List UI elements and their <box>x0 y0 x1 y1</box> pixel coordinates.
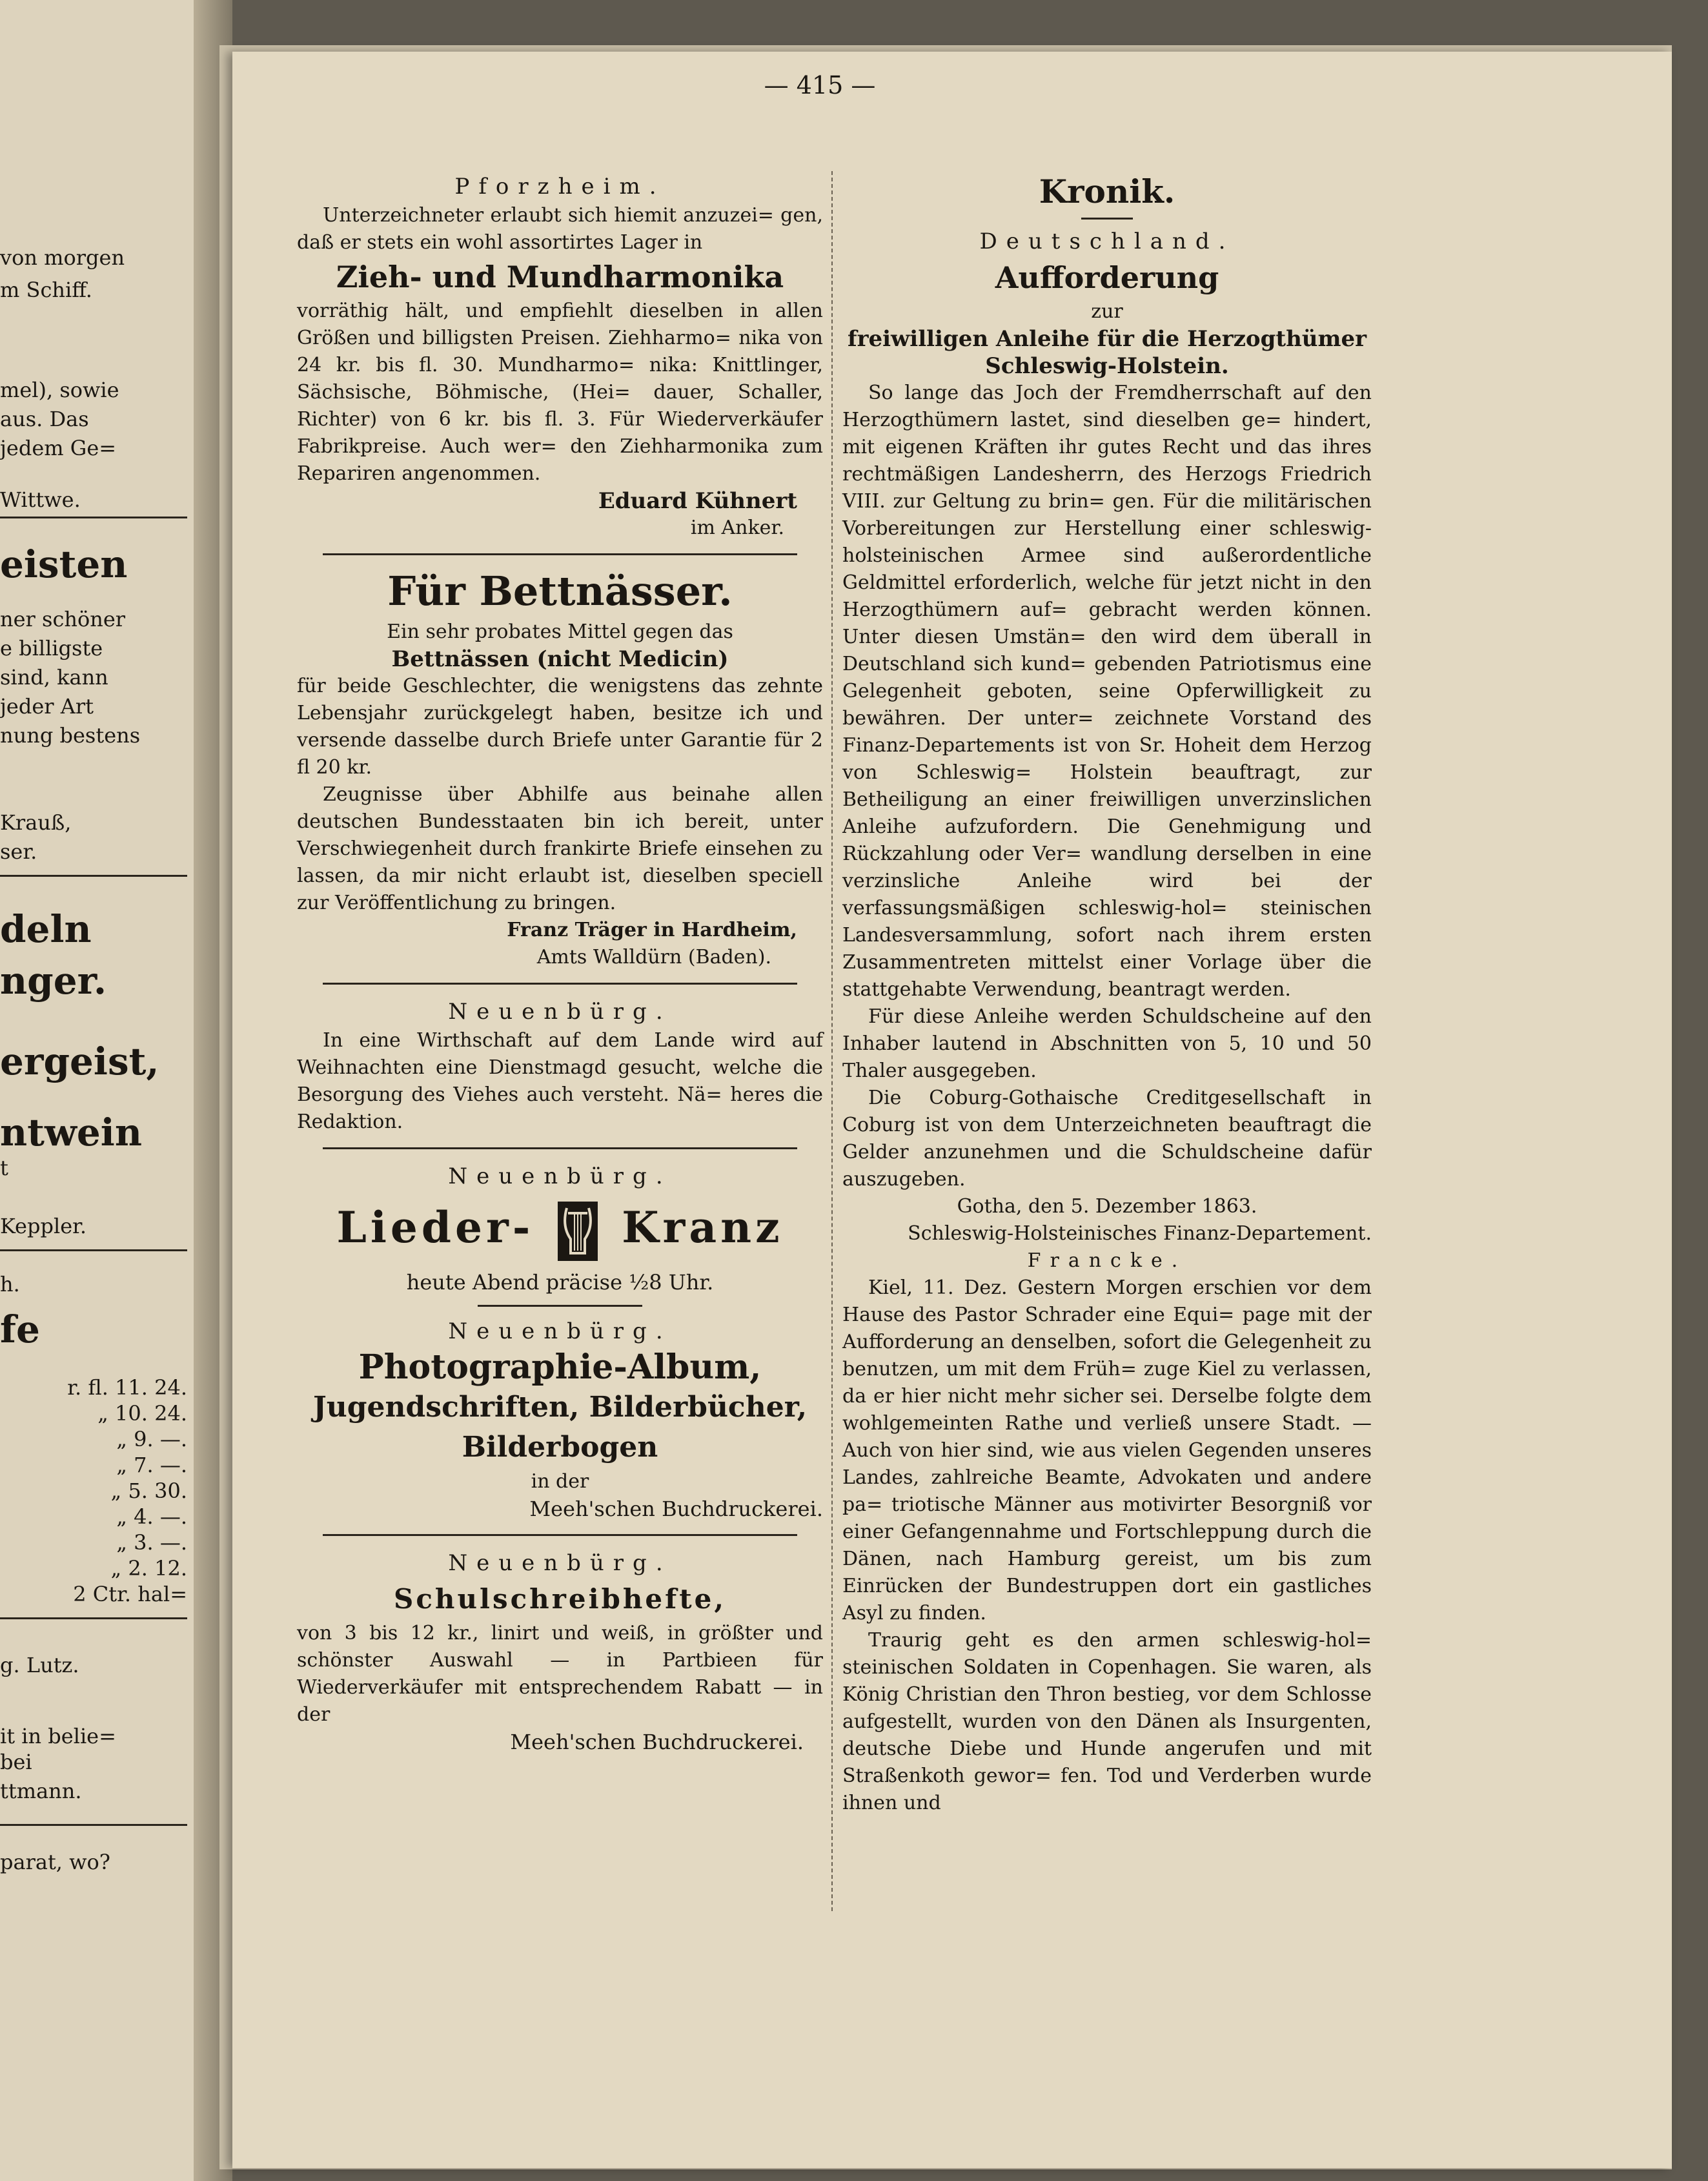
left-page-line: „ 4. —. <box>116 1504 187 1529</box>
ad-headline: Für Bettnässer. <box>387 568 733 615</box>
separator <box>323 553 797 555</box>
title-rule <box>1081 218 1133 220</box>
country-heading: Deutschland. <box>979 229 1235 254</box>
right-column <box>842 171 1372 1817</box>
left-page-line: ntwein <box>0 1111 142 1154</box>
ad-body: für beide Geschlechter, die wenigstens das zehnte Lebensjahr zurückgelegt haben, besitze ich und versende dasselbe durch Briefe unter Garantie für 2 fl 20 kr. <box>297 675 823 779</box>
separator <box>478 1305 642 1307</box>
place-heading: Pforzheim. <box>454 174 666 200</box>
ad-line-3: Bilderbogen <box>462 1431 658 1464</box>
left-page-line: jedem Ge= <box>0 436 117 460</box>
left-page-line: h. <box>0 1272 20 1296</box>
place-heading: Neuenbürg. <box>448 999 672 1025</box>
left-page-rule <box>0 1249 187 1251</box>
ad-line-2: Jugendschriften, Bilderbücher, <box>312 1391 808 1424</box>
left-page-line: it in belie= <box>0 1724 116 1748</box>
left-page-line: ergeist, <box>0 1039 159 1083</box>
separator <box>323 1147 797 1149</box>
left-page-line: bei <box>0 1750 32 1774</box>
place-heading: Neuenbürg. <box>448 1318 672 1344</box>
article-paragraph-5: Traurig geht es den armen schleswig-hol= steinischen Soldaten in Copenhagen. Sie waren, als König Christian den Thron bestieg, vor dem Schlosse aufgestellt, wurden von den Dänen als Insurgenten, deutsche Diebe und Hunde angerufen und mit Straßenkoth gewor= fen. Tod und Verderben wurde ihnen und <box>842 1629 1372 1814</box>
left-page-line: g. Lutz. <box>0 1653 79 1677</box>
left-page-line: aus. Das <box>0 407 89 431</box>
ad-pforzheim <box>297 171 823 542</box>
left-facing-page <box>0 0 217 2181</box>
left-page-line: ner schöner <box>0 607 126 631</box>
ad-body: vorräthig hält, und empfiehlt dieselben in allen Größen und billigsten Preisen. Ziehharmo= nika von 24 kr. bis fl. 30. Mundharmo= nika: Knittlinger, Sächsische, Böhmische, (Hei= dauer, Schaller, Richter) von 6 kr. bis fl. 3. Für Wiederverkäufer Fabrikpreise. Auch wer= den Ziehharmonika zum Repariren angenommen. <box>297 300 823 485</box>
section-title: Kronik. <box>1039 172 1175 210</box>
left-page-line: parat, wo? <box>0 1850 110 1874</box>
left-page-line: m Schiff. <box>0 278 92 302</box>
left-page-line: ttmann. <box>0 1779 82 1803</box>
left-page-line: jeder Art <box>0 694 94 719</box>
separator <box>323 1534 797 1536</box>
article-subhead-1: freiwilligen Anleihe für die Herzogthümer <box>847 326 1367 352</box>
left-page-line: nung bestens <box>0 723 141 748</box>
left-column <box>297 171 823 1756</box>
left-page-line: „ 3. —. <box>116 1530 187 1555</box>
left-page-line: Keppler. <box>0 1214 87 1238</box>
left-page-line: „ 9. —. <box>116 1427 187 1451</box>
ad-subline-bold: Bettnässen (nicht Medicin) <box>391 646 729 672</box>
left-page-line: e billigste <box>0 636 103 660</box>
article-paragraph-1: So lange das Joch der Fremdherrschaft auf den Herzogthümern lastet, sind dieselben ge= hindert, mit eigenen Kräften ihr gutes Recht und das ihres rechtmäßigen Landesherrn, des Herzogs Friedrich VIII. zur Geltung zu brin= gen. Für die militärischen Vorbereitungen zur Herstellung einer schleswig-holsteinischen Armee sind außerordentliche Geldmittel erforderlich, welche für jetzt nicht in den Herzogthümern auf= gebracht werden können. Unter diesen Umstän= den wird dem überall in Deutschland sich kund= gebenden Patriotismus eine Gelegenheit geboten, seine Opferwilligkeit zu bewähren. Der unter= zeichnete Vorstand des Finanz-Departements ist von Sr. Hoheit dem Herzog von Schleswig= Holstein beauftragt, zur Betheiligung an einer freiwilligen unverzinslichen Anleihe aufzufordern. Die Genehmigung und Rückzahlung oder Ver= wandlung derselben in eine verzinsliche Anleihe wird bei der verfassungsmäßigen schleswig-hol= steinischen Landesversammlung, sofort nach ihrem ersten Zusammentreten mittelst einer Vorlage über die stattgehabte Verwendung, beantragt werden. <box>842 382 1372 1001</box>
ad-dienstmagd <box>297 996 823 1136</box>
ad-bettnaesser <box>297 567 823 971</box>
headline-right: Kranz <box>622 1202 784 1253</box>
ad-signature: Meeh'schen Buchdruckerei. <box>510 1730 804 1754</box>
ad-body-2: Zeugnisse über Abhilfe aus beinahe allen deutschen Bundesstaaten bin ich bereit, unter Verschwiegenheit durch frankirte Briefe einsehen zu lassen, da mir nicht erlaubt ist, dieselben speciell zur Veröffentlichung zu bringen. <box>297 783 823 914</box>
left-page-line: „ 10. 24. <box>97 1401 187 1426</box>
left-page-line: r. fl. 11. 24. <box>67 1375 187 1400</box>
ad-album <box>297 1316 823 1522</box>
ad-subline: Ein sehr probates Mittel gegen das <box>387 620 733 643</box>
headline-left: Lieder- <box>336 1202 534 1253</box>
ad-line-5: Meeh'schen Buchdruckerei. <box>529 1497 823 1521</box>
left-page-line: eisten <box>0 542 128 586</box>
liederkranz-headline <box>297 1198 823 1262</box>
left-page-line: ser. <box>0 839 37 864</box>
left-page-line: „ 7. —. <box>116 1453 187 1477</box>
left-page-line: Krauß, <box>0 810 72 835</box>
left-page-line: nger. <box>0 959 107 1003</box>
left-page-line: deln <box>0 907 92 951</box>
left-page-line: „ 2. 12. <box>110 1556 187 1581</box>
ad-headline: Photographie-Album, <box>358 1347 762 1387</box>
left-page-line: „ 5. 30. <box>110 1479 187 1503</box>
left-page-line: von morgen <box>0 245 125 270</box>
lyre-icon <box>556 1200 599 1262</box>
left-page-line: sind, kann <box>0 665 108 690</box>
ad-signature: Franz Träger in Hardheim, <box>507 919 797 941</box>
ad-headline: Zieh- und Mundharmonika <box>336 260 784 294</box>
article-paragraph-3: Die Coburg-Gothaische Creditgesellschaft in Coburg ist von dem Unterzeichneten beauftragt die Gelder anzunehmen und die Schuldscheine dafür auszugeben. <box>842 1087 1372 1191</box>
article-zur: zur <box>1091 300 1123 323</box>
ad-schulhefte <box>297 1548 823 1756</box>
left-page-line: t <box>0 1156 8 1180</box>
left-page-rule <box>0 517 187 518</box>
left-page-line: Wittwe. <box>0 487 81 512</box>
separator <box>323 983 797 985</box>
ad-signature-sub: im Anker. <box>690 517 784 539</box>
ad-signature-sub: Amts Walldürn (Baden). <box>536 946 771 968</box>
left-page-line: 2 Ctr. hal= <box>73 1582 187 1606</box>
place-heading: Neuenbürg. <box>448 1163 672 1189</box>
ad-headline: Schulschreibhefte, <box>394 1583 726 1615</box>
article-department: Schleswig-Holsteinisches Finanz-Departement. <box>908 1222 1372 1245</box>
ad-signature: Eduard Kühnert <box>598 488 797 514</box>
article-headline: Aufforderung <box>995 260 1219 295</box>
left-page-rule <box>0 1824 187 1826</box>
left-page-line: fe <box>0 1307 40 1351</box>
column-rule <box>831 171 833 1911</box>
ad-body: In eine Wirthschaft auf dem Lande wird auf Weihnachten eine Dienstmagd gesucht, welche die Besorgung des Viehes auch versteht. Nä= heres die Redaktion. <box>297 1029 823 1133</box>
article-paragraph-4: Kiel, 11. Dez. Gestern Morgen erschien vor dem Hause des Pastor Schrader eine Equi= page mit der Aufforderung an denselben, sofort die Gelegenheit zu benutzen, um mit dem Früh= zuge Kiel zu verlassen, da er hier nicht mehr sicher sei. Derselbe folgte dem wohlgemeinten Rathe und verließ unsere Stadt. — Auch von hier sind, wie aus vielen Gegenden unseres Landes, zahlreiche Beamte, Advokaten und andere pa= triotische Männer aus motivirter Besorgniß vor einer Gefangennahme und Fortschleppung durch die Dänen, nach Hamburg gereist, um bis zum Einrücken der Bundestruppen dort ein gastliches Asyl zu finden. <box>842 1276 1372 1624</box>
page-number: — 415 — <box>764 71 876 99</box>
article-subhead-2: Schleswig-Holstein. <box>985 353 1229 379</box>
ad-intro: Unterzeichneter erlaubt sich hiemit anzuzei= gen, daß er stets ein wohl assortirtes Lager in <box>297 204 823 254</box>
left-page-rule <box>0 1617 187 1619</box>
ad-body: von 3 bis 12 kr., linirt und weiß, in größter und schönster Auswahl — in Partbieen für Wiederverkäufer mit entsprechendem Rabatt — in der <box>297 1622 823 1726</box>
left-page-rule <box>0 875 187 877</box>
article-dateline: Gotha, den 5. Dezember 1863. <box>957 1195 1257 1218</box>
ad-line-4: in der <box>531 1470 589 1493</box>
ad-liederkranz <box>297 1161 823 1296</box>
ad-subline: heute Abend präcise ½8 Uhr. <box>406 1270 714 1295</box>
article-paragraph-2: Für diese Anleihe werden Schuldscheine auf den Inhaber lautend in Abschnitten von 5, 10 und 50 Thaler ausgegeben. <box>842 1005 1372 1082</box>
article-signer: Francke. <box>1027 1249 1187 1272</box>
left-page-line: mel), sowie <box>0 378 119 402</box>
place-heading: Neuenbürg. <box>448 1550 672 1576</box>
